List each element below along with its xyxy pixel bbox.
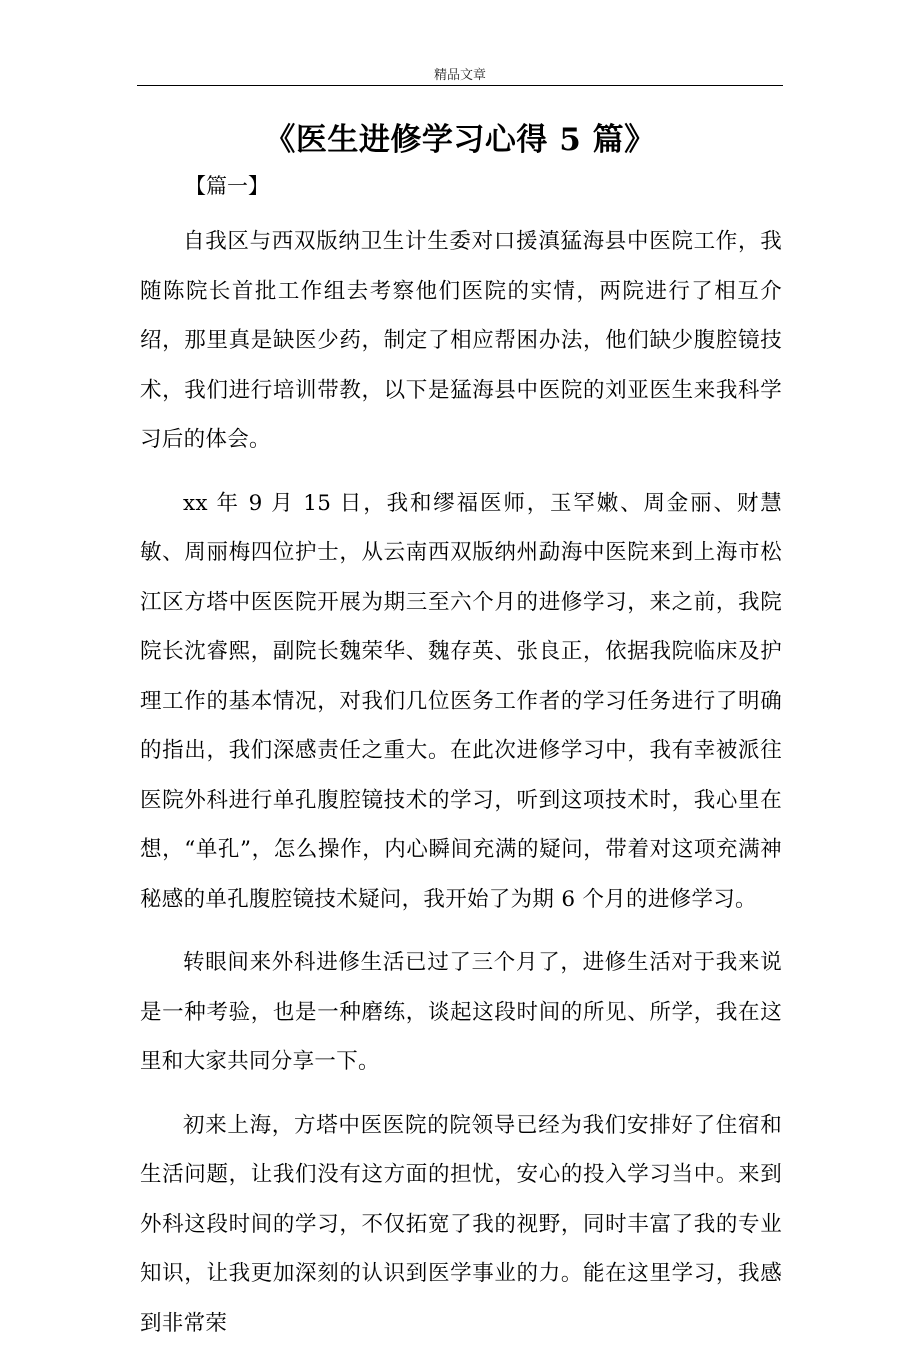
- paragraph: 初来上海，方塔中医医院的院领导已经为我们安排好了住宿和生活问题，让我们没有这方面的担忧，安心的投入学习当中。来到外科这段时间的学习，不仅拓宽了我的视野，同时丰富了我的专业知识，让我更加深刻的认识到医学事业的力。能在这里学习，我感到非常荣: [140, 1112, 782, 1336]
- body-text: [140, 217, 782, 1362]
- paragraph: xx 年 9 月 15 日，我和缪福医师，玉罕嫩、周金丽、财慧敏、周丽梅四位护士，从云南西双版纳州勐海中医院来到上海市松江区方塔中医医院开展为期三至六个月的进修学习，来之前，我院院长沈睿熙，副院长魏荣华、魏存英、张良正，依据我院临床及护理工作的基本情况，对我们几位医务工作者的学习任务进行了明确的指出，我们深感责任之重大。在此次进修学习中，我有幸被派往医院外科进行单孔腹腔镜技术的学习，听到这项技术时，我心里在想，“单孔”，怎么操作，内心瞬间充满的疑问，带着对这项充满神秘感的单孔腹腔镜技术疑问，我开始了为期 6 个月的进修学习。: [140, 490, 782, 912]
- paragraph: 自我区与西双版纳卫生计生委对口援滇猛海县中医院工作，我随陈院长首批工作组去考察他们医院的实情，两院进行了相互介绍，那里真是缺医少药，制定了相应帮困办法，他们缺少腹腔镜技术，我们进行培训带教，以下是猛海县中医院的刘亚医生来我科学习后的体会。: [140, 229, 782, 452]
- paragraph: 转眼间来外科进修生活已过了三个月了，进修生活对于我来说是一种考验，也是一种磨练，谈起这段时间的所见、所学，我在这里和大家共同分享一下。: [140, 950, 782, 1074]
- section-label: 【篇一】: [185, 174, 269, 198]
- page-header-label: 精品文章: [433, 68, 486, 83]
- header-divider: [137, 85, 783, 86]
- document-title: 《医生进修学习心得 5 篇》: [264, 122, 656, 158]
